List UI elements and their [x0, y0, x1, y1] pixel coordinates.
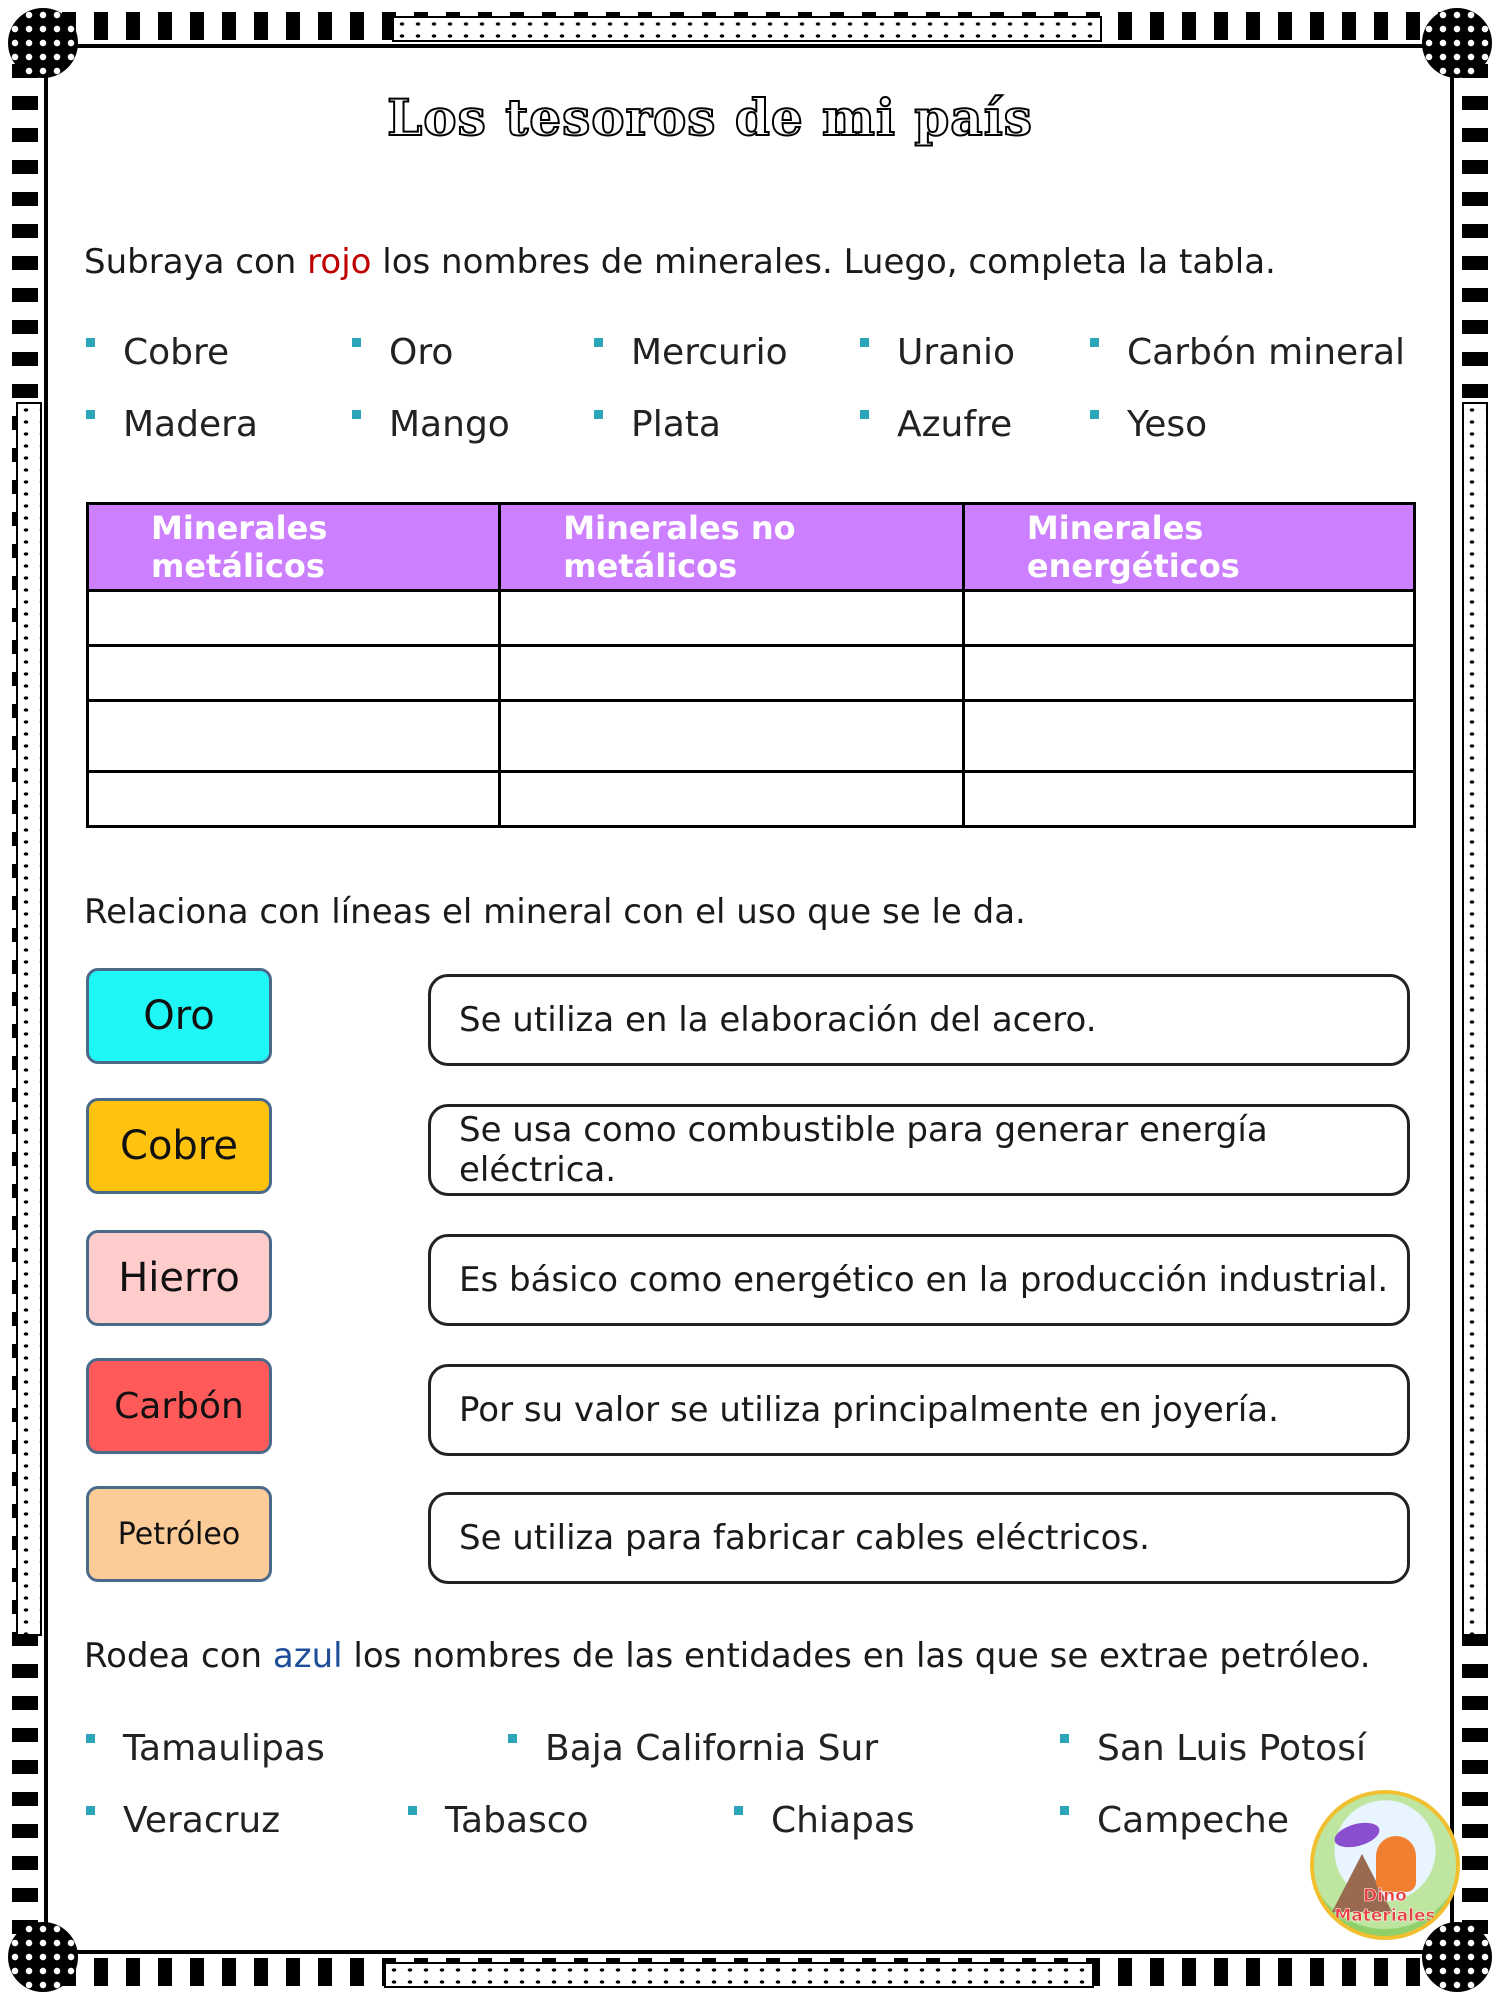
- instruction-matching: Relaciona con líneas el mineral con el uso que se le da.: [84, 892, 1026, 932]
- pterodactyl-icon: [1332, 1818, 1382, 1851]
- bullet-icon: [860, 338, 869, 347]
- word-label: Mercurio: [631, 332, 788, 373]
- word-item[interactable]: [594, 332, 788, 373]
- border-dots-right: [1462, 402, 1488, 1636]
- bullet-icon: [352, 338, 361, 347]
- table-cell[interactable]: [500, 701, 964, 772]
- word-label: Mango: [389, 404, 510, 445]
- column-header-metallic: Minerales metálicos: [88, 504, 500, 591]
- word-item[interactable]: [86, 404, 258, 445]
- dinosaur-icon: [1376, 1836, 1416, 1892]
- page-title: Los tesoros de mi país: [387, 88, 1033, 147]
- word-item[interactable]: [352, 332, 453, 373]
- table-cell[interactable]: [88, 772, 500, 827]
- instruction-text: Subraya con: [84, 242, 308, 282]
- instruction-highlight-red: rojo: [307, 242, 372, 282]
- table-cell[interactable]: [500, 646, 964, 701]
- state-label: Tabasco: [445, 1800, 589, 1841]
- mineral-chip-petroleo[interactable]: Petróleo: [86, 1486, 272, 1582]
- bullet-icon: [86, 338, 95, 347]
- table-cell[interactable]: [963, 591, 1414, 646]
- mineral-chip-carbon[interactable]: Carbón: [86, 1358, 272, 1454]
- table-cell[interactable]: [88, 646, 500, 701]
- word-item[interactable]: [1090, 332, 1405, 373]
- table-row: [88, 646, 1415, 701]
- brand-logo: [1310, 1790, 1460, 1940]
- table-cell[interactable]: [963, 701, 1414, 772]
- use-box[interactable]: Es básico como energético en la producción industrial.: [428, 1234, 1410, 1326]
- state-label: Campeche: [1097, 1800, 1290, 1841]
- mineral-chip-hierro[interactable]: Hierro: [86, 1230, 272, 1326]
- bullet-icon: [408, 1806, 417, 1815]
- state-label: Chiapas: [771, 1800, 915, 1841]
- mineral-chip-cobre[interactable]: Cobre: [86, 1098, 272, 1194]
- mineral-chip-oro[interactable]: Oro: [86, 968, 272, 1064]
- bullet-icon: [860, 410, 869, 419]
- state-item[interactable]: [1060, 1800, 1289, 1841]
- instruction-text: los nombres de minerales. Luego, completa la tabla.: [371, 242, 1276, 282]
- state-item[interactable]: [508, 1728, 878, 1769]
- use-box[interactable]: Por su valor se utiliza principalmente en joyería.: [428, 1364, 1410, 1456]
- word-label: Madera: [123, 404, 258, 445]
- table-cell[interactable]: [88, 591, 500, 646]
- word-item[interactable]: [594, 404, 721, 445]
- instruction-text: los nombres de las entidades en las que se extrae petróleo.: [342, 1636, 1371, 1676]
- state-item[interactable]: [1060, 1728, 1366, 1769]
- state-label: San Luis Potosí: [1097, 1728, 1366, 1769]
- bullet-icon: [734, 1806, 743, 1815]
- instruction-text: Rodea con: [84, 1636, 273, 1676]
- table-cell[interactable]: [963, 772, 1414, 827]
- state-label: Veracruz: [123, 1800, 281, 1841]
- instruction-highlight-blue: azul: [272, 1636, 343, 1676]
- brand-logo-text: Dino Materiales: [1334, 1886, 1436, 1926]
- word-label: Azufre: [897, 404, 1013, 445]
- bullet-icon: [86, 1734, 95, 1743]
- table-row: [88, 772, 1415, 827]
- bullet-icon: [1090, 338, 1099, 347]
- use-box[interactable]: Se utiliza para fabricar cables eléctricos.: [428, 1492, 1410, 1584]
- word-label: Cobre: [123, 332, 230, 373]
- word-item[interactable]: [86, 332, 229, 373]
- word-label: Carbón mineral: [1127, 332, 1406, 373]
- bullet-icon: [1090, 410, 1099, 419]
- border-dots-top: [392, 16, 1102, 42]
- bullet-icon: [594, 410, 603, 419]
- use-box[interactable]: Se usa como combustible para generar energía eléctrica.: [428, 1104, 1410, 1196]
- word-item[interactable]: [860, 404, 1012, 445]
- bullet-icon: [1060, 1806, 1069, 1815]
- word-item[interactable]: [1090, 404, 1207, 445]
- instruction-states: [84, 1636, 1371, 1676]
- state-label: Tamaulipas: [123, 1728, 325, 1769]
- word-label: Uranio: [897, 332, 1016, 373]
- word-label: Yeso: [1127, 404, 1208, 445]
- bullet-icon: [508, 1734, 517, 1743]
- minerals-table: [86, 502, 1416, 828]
- table-cell[interactable]: [963, 646, 1414, 701]
- word-item[interactable]: [860, 332, 1015, 373]
- bullet-icon: [352, 410, 361, 419]
- state-item[interactable]: [86, 1800, 280, 1841]
- bullet-icon: [86, 1806, 95, 1815]
- use-box[interactable]: Se utiliza en la elaboración del acero.: [428, 974, 1410, 1066]
- word-label: Plata: [631, 404, 721, 445]
- bullet-icon: [594, 338, 603, 347]
- table-cell[interactable]: [500, 772, 964, 827]
- state-label: Baja California Sur: [545, 1728, 879, 1769]
- table-row: [88, 701, 1415, 772]
- border-dots-bottom: [384, 1962, 1094, 1988]
- word-item[interactable]: [352, 404, 510, 445]
- table-row: [88, 591, 1415, 646]
- bullet-icon: [86, 410, 95, 419]
- column-header-non-metallic: Minerales no metálicos: [500, 504, 964, 591]
- word-label: Oro: [389, 332, 454, 373]
- corner-decoration-top-left: [8, 8, 78, 78]
- corner-decoration-top-right: [1422, 8, 1492, 78]
- column-header-energy: Minerales energéticos: [963, 504, 1414, 591]
- state-item[interactable]: [734, 1800, 915, 1841]
- table-cell[interactable]: [500, 591, 964, 646]
- state-item[interactable]: [86, 1728, 325, 1769]
- corner-decoration-bottom-right: [1422, 1922, 1492, 1992]
- corner-decoration-bottom-left: [8, 1922, 78, 1992]
- instruction-minerals: [84, 242, 1276, 282]
- bullet-icon: [1060, 1734, 1069, 1743]
- state-item[interactable]: [408, 1800, 589, 1841]
- border-dots-left: [16, 402, 42, 1636]
- table-cell[interactable]: [88, 701, 500, 772]
